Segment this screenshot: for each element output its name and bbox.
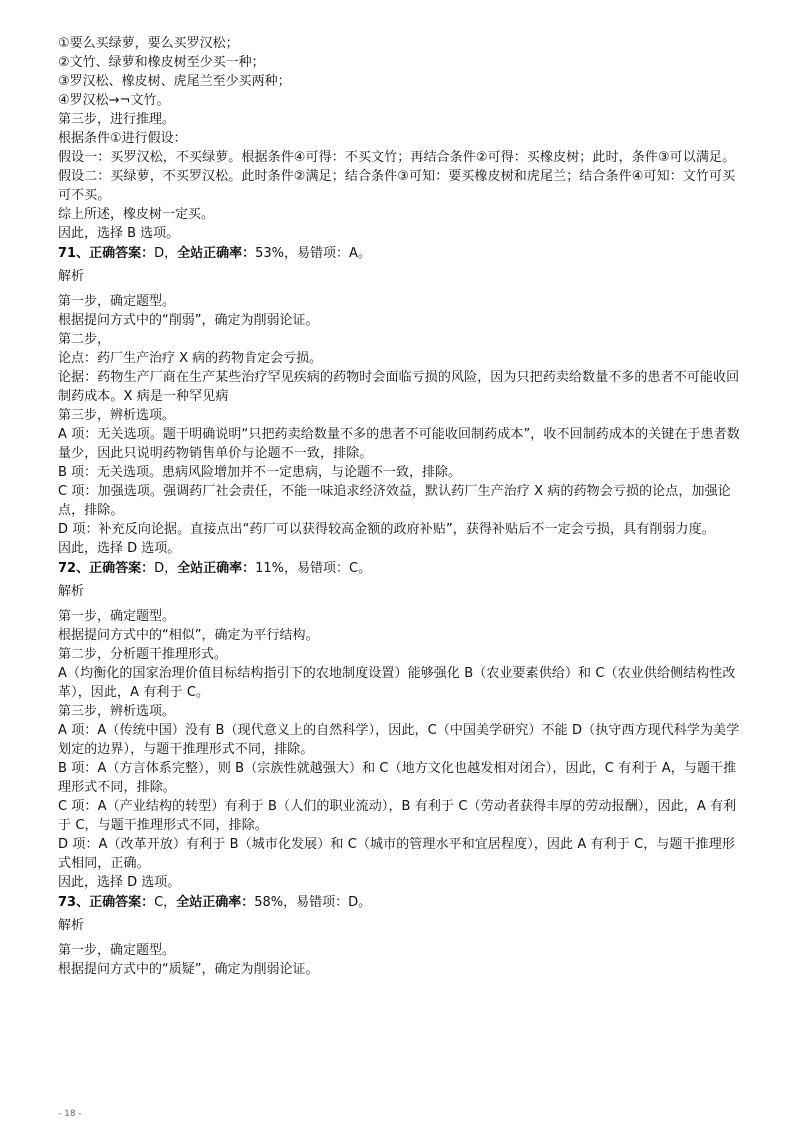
text-line: 论据：药物生产厂商在生产某些治疗罕见疾病的药物时会面临亏损的风险，因为只把药卖给数量不多的患者不可能收回制药成本。X 病是一种罕见病 (58, 370, 740, 404)
text-line: 根据条件①进行假设： (58, 131, 187, 146)
intro-section (58, 34, 748, 243)
text-line: 第三步，辨析选项。 (58, 408, 176, 423)
question-number: 72、 (58, 561, 90, 576)
question-heading (58, 559, 748, 579)
text-line: B 项：无关选项。患病风险增加并不一定患病，与论题不一致，排除。 (58, 465, 462, 480)
rate-value: 53%，易错项：A。 (255, 246, 371, 261)
text-line: 根据提问方式中的“削弱”，确定为削弱论证。 (58, 313, 319, 328)
text-line: C 项：加强选项。强调药厂社会责任，不能一味追求经济效益，默认药厂生产治疗 X 病的药物会亏损的论点，加强论点，排除。 (58, 484, 731, 518)
text-line: B 项：A（方言体系完整），则 B（宗族性就越强大）和 C（地方文化也越发相对闭合），因此，C 有利于 A，与题干推理形式不同，排除。 (58, 761, 737, 795)
question-73 (58, 893, 748, 979)
question-heading (58, 244, 748, 264)
text-line: A 项：无关选项。题干明确说明“只把药卖给数量不多的患者不可能收回制药成本”，收不回制药成本的关键在于患者数量少，因此只说明药物销售单价与论题不一致，排除。 (58, 427, 740, 461)
question-72 (58, 559, 748, 892)
rate-label: 全站正确率： (177, 246, 256, 261)
question-71 (58, 244, 748, 558)
analysis-label: 解析 (58, 269, 85, 284)
text-line: 综上所述，橡皮树一定买。 (58, 207, 215, 222)
text-line: 假设二：买绿萝，不买罗汉松。此时条件②满足；结合条件③可知：要买橡皮树和虎尾兰；结合条件④可知：文竹可买可不买。 (58, 169, 736, 203)
page-number: - 18 - (58, 1109, 82, 1119)
text-line: 因此，选择 D 选项。 (58, 541, 181, 556)
text-line: 第一步，确定题型。 (58, 294, 176, 309)
answer-value: C， (154, 895, 177, 910)
answer-label: 正确答案： (89, 895, 155, 910)
answer-value: D， (154, 561, 178, 576)
answer-label: 正确答案： (89, 561, 155, 576)
analysis-label: 解析 (58, 584, 85, 599)
rate-value: 58%，易错项：D。 (254, 895, 372, 910)
text-line: ①要么买绿萝，要么买罗汉松； (58, 36, 239, 51)
rate-label: 全站正确率： (177, 561, 256, 576)
text-line: D 项：A（改革开放）有利于 B（城市化发展）和 C（城市的管理水平和宜居程度），因此 A 有利于 C，与题干推理形式相同，正确。 (58, 837, 735, 871)
question-number: 73、 (58, 895, 90, 910)
analysis-label: 解析 (58, 918, 85, 933)
text-line: 第一步，确定题型。 (58, 943, 176, 958)
rate-value: 11%，易错项：C。 (255, 561, 372, 576)
text-line: 第一步，确定题型。 (58, 609, 176, 624)
text-line: A 项：A（传统中国）没有 B（现代意义上的自然科学），因此，C（中国美学研究）不能 D（执守西方现代科学为美学划定的边界），与题干推理形式不同，排除。 (58, 723, 740, 757)
text-line: A（均衡化的国家治理价值目标结构指引下的农地制度设置）能够强化 B（农业要素供给）和 C（农业供给侧结构性改革），因此，A 有利于 C。 (58, 666, 736, 700)
text-line: D 项：补充反向论据。直接点出“药厂可以获得较高金额的政府补贴”，获得补贴后不一定会亏损，具有削弱力度。 (58, 522, 715, 537)
text-line: 因此，选择 D 选项。 (58, 875, 181, 890)
text-line: 第二步， (58, 332, 111, 347)
text-line: ③罗汉松、橡皮树、虎尾兰至少买两种； (58, 74, 291, 89)
text-line: 假设一：买罗汉松，不买绿萝。根据条件④可得：不买文竹；再结合条件②可得：买橡皮树；此时，条件③可以满足。 (58, 150, 736, 165)
text-line: C 项：A（产业结构的转型）有利于 B（人们的职业流动），B 有利于 C（劳动者获得丰厚的劳动报酬），因此，A 有利于 C，与题干推理形式不同，排除。 (58, 799, 737, 833)
question-heading (58, 893, 748, 913)
text-line: ②文竹、绿萝和橡皮树至少买一种； (58, 55, 265, 70)
answer-value: D， (154, 246, 178, 261)
rate-label: 全站正确率： (176, 895, 255, 910)
text-line: ④罗汉松→¬文竹。 (58, 93, 170, 108)
question-number: 71、 (58, 246, 90, 261)
document-page (58, 34, 748, 979)
text-line: 根据提问方式中的“相似”，确定为平行结构。 (58, 628, 319, 643)
text-line: 根据提问方式中的“质疑”，确定为削弱论证。 (58, 962, 319, 977)
text-line: 第三步，进行推理。 (58, 112, 176, 127)
text-line: 第三步，辨析选项。 (58, 704, 176, 719)
text-line: 论点：药厂生产治疗 X 病的药物肯定会亏损。 (58, 351, 323, 366)
text-line: 第二步，分析题干推理形式。 (58, 647, 228, 662)
text-line: 因此，选择 B 选项。 (58, 226, 180, 241)
answer-label: 正确答案： (89, 246, 155, 261)
